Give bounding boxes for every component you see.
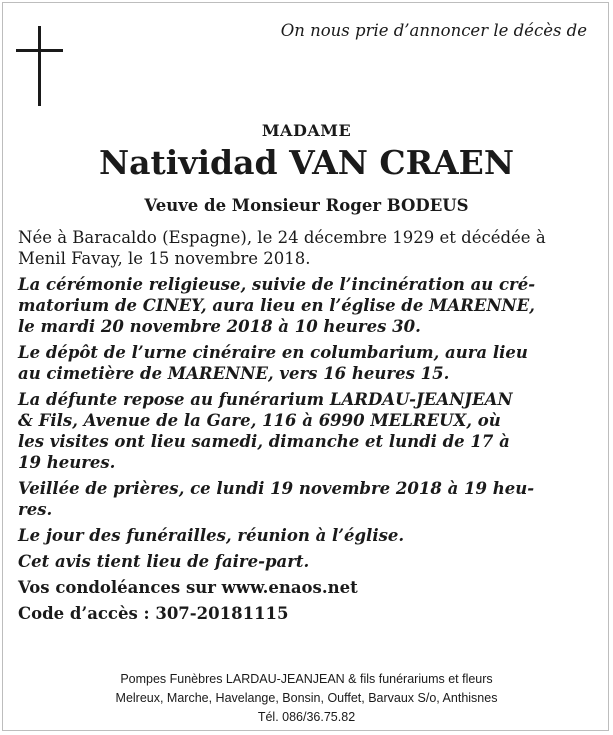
vigil-line: res. xyxy=(18,500,53,519)
repose-line: les visites ont lieu samedi, dimanche et lundi de 17 à xyxy=(18,432,510,451)
ceremony-line: le mardi 20 novembre 2018 à 10 heures 30. xyxy=(18,317,421,336)
footer-phone: Tél. 086/36.75.82 xyxy=(257,710,356,724)
widow-line: Veuve de Monsieur Roger BODEUS xyxy=(144,196,469,215)
cross-horizontal-bar xyxy=(16,49,63,52)
condolences-line: Vos condoléances sur www.enaos.net xyxy=(18,578,358,597)
ceremony-line: matorium de CINEY, aura lieu en l’église de MARENNE, xyxy=(18,296,535,315)
funeral-home-footer xyxy=(0,670,613,727)
urn-line: Le dépôt de l’urne cinéraire en columbarium, aura lieu xyxy=(18,343,528,362)
repose-line: & Fils, Avenue de la Gare, 116 à 6990 MELREUX, où xyxy=(18,411,501,430)
vigil-line: Veillée de prières, ce lundi 19 novembre 2018 à 19 heu- xyxy=(18,479,535,498)
cross-vertical-bar xyxy=(38,26,41,106)
repose-paragraph xyxy=(18,389,598,473)
funeral-day-line: Le jour des funérailles, réunion à l’église. xyxy=(18,526,405,545)
notice-line: Cet avis tient lieu de faire-part. xyxy=(18,552,310,571)
honorific-title: MADAME xyxy=(261,121,352,140)
repose-line: 19 heures. xyxy=(18,453,116,472)
footer-line: Melreux, Marche, Havelange, Bonsin, Ouffet, Barvaux S/o, Anthisnes xyxy=(115,691,498,705)
ceremony-paragraph xyxy=(18,274,598,337)
intro-text: On nous prie d’annoncer le décès de xyxy=(280,21,587,40)
birth-paragraph xyxy=(18,227,598,269)
notice-body xyxy=(18,227,598,624)
urn-paragraph xyxy=(18,342,598,384)
repose-line: La défunte repose au funérarium LARDAU-JEANJEAN xyxy=(18,390,513,409)
birth-line: Menil Favay, le 15 novembre 2018. xyxy=(18,249,311,268)
vigil-paragraph xyxy=(18,478,598,520)
access-code-line: Code d’accès : 307-20181115 xyxy=(18,604,289,623)
ceremony-line: La cérémonie religieuse, suivie de l’incinération au cré- xyxy=(18,275,536,294)
deceased-name: Natividad VAN CRAEN xyxy=(99,143,514,182)
urn-line: au cimetière de MARENNE, vers 16 heures 15. xyxy=(18,364,450,383)
footer-line: Pompes Funèbres LARDAU-JEANJEAN & fils funérariums et fleurs xyxy=(120,672,493,686)
birth-line: Née à Baracaldo (Espagne), le 24 décembre 1929 et décédée à xyxy=(18,228,546,247)
